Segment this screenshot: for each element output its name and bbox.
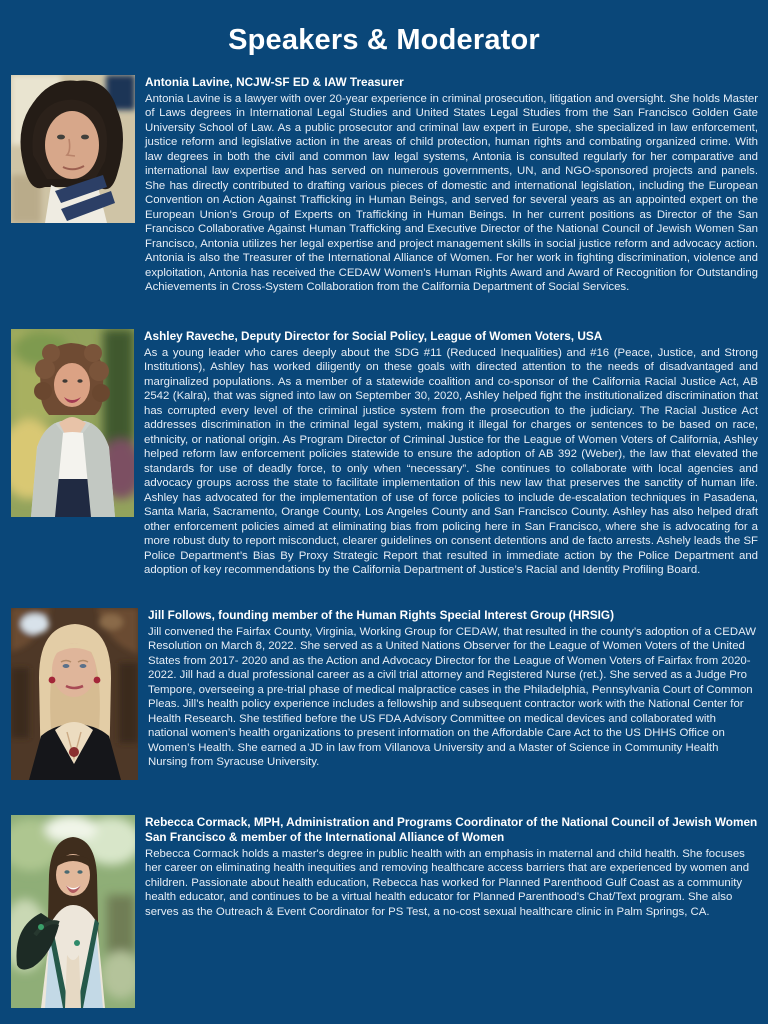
photo-jill-follows (11, 608, 138, 780)
photo-rebecca-cormack (11, 815, 135, 1008)
speaker-heading: Antonia Lavine, NCJW-SF ED & IAW Treasurer (145, 75, 404, 89)
speaker-heading: Jill Follows, founding member of the Human Rights Special Interest Group (HRSIG) (148, 608, 615, 622)
speaker-text-ashley-raveche (144, 329, 758, 578)
speaker-section-ashley-raveche (11, 329, 758, 578)
photo-antonia-lavine (11, 75, 135, 223)
speaker-bio: Antonia Lavine is a lawyer with over 20-year experience in criminal prosecution, litigation and oversight. She holds Master of Laws degrees in International Legal Studies and United States Legal Studies from the San Francisco Golden Gate University School of Law. As a public prosecutor and criminal law expert in Europe, she specialized in law enforcement, justice reform and legislative action in the areas of child protection, human rights and combating organized crime. With law degrees in both the civil and common law legal systems, Antonia is consulted regularly for her comparative and international law expertise and has served on numerous governments, UN, and NGO-sponsored projects and panels. She has directly contributed to drafting various pieces of domestic and international legislation, including the European Convention on Action Against Trafficking in Human Beings, and served for several years as an appointed expert on the European Union’s Group of Experts on Trafficking in Human Beings. In her current positions as Director of the San Francisco Collaborative Against Human Trafficking and Executive Director of the National Council of Jewish Women San Francisco, Antonia utilizes her legal expertise and project management skills in social justice reform and advocacy action. Antonia is also the Treasurer of the International Alliance of Women. For her work in fighting discrimination, violence and exploitation, Antonia has received the CEDAW Women’s Human Rights Award and Award of Recognition for Outstanding Achievements in Cross-System Collaboration from the California Department of Social Services. (145, 92, 758, 294)
page-title: Speakers & Moderator (228, 24, 540, 56)
speaker-section-antonia-lavine (11, 75, 758, 295)
photo-ashley-raveche (11, 329, 134, 517)
speaker-text-antonia-lavine (145, 75, 758, 295)
speaker-bio: Jill convened the Fairfax County, Virginia, Working Group for CEDAW, that resulted in the county’s adoption of a CEDAW Resolution on March 8, 2022. She served as a United Nations Observer for the League of Women Voters of the United States from 2017- 2020 and as the Action and Advocacy Director for the League of Women Voters of Fairfax from 2020-2022. Jill had a dual professional career as a civil trial attorney and Registered Nurse (ret.). She served as a Judge Pro Tempore, overseeing a pre-trial phase of medical malpractice cases in the Philadelphia, Pennsylvania Court of Common Pleas. Jill’s health policy experience includes a fellowship and subsequent contractor work with the National Center for Health Research. She testified before the US FDA Advisory Committee on medical devices and collaborated with national women’s health organizations to present information on the Affordable Care Act to the US DHHS Office on Women’s Health. She earned a JD in law from Villanova University and a Master of Science in Community Health Nursing from Syracuse University. (148, 625, 757, 769)
speaker-heading: Rebecca Cormack, MPH, Administration and Programs Coordinator of the National Council of Jewish Women San Francisco & member of the International Alliance of Women (145, 815, 758, 844)
speaker-text-jill-follows (148, 608, 758, 770)
speaker-heading: Ashley Raveche, Deputy Director for Social Policy, League of Women Voters, USA (144, 329, 603, 343)
speaker-section-jill-follows (11, 608, 758, 780)
speaker-bio: As a young leader who cares deeply about the SDG #11 (Reduced Inequalities) and #16 (Peace, Justice, and Strong Institutions), Ashley has worked diligently on these goals with directed attention to the needs of disadvantaged and marginalized populations. As a member of a statewide coalition and co-sponsor of the California Racial Justice Act, AB 2542 (Kalra), that was signed into law on September 30, 2020, Ashley helped fight the institutionalized discrimination that has corrupted every level of the criminal justice system from the prosecution to the judiciary. The Racial Justice Act addresses discrimination in the criminal legal system, making it illegal for charges or sentences to be based on race, ethnicity, or national origin. As Program Director of Criminal Justice for the League of Women Voters of California, Ashley helped reform law enforcement policies statewide to ensure the adoption of AB 392 (Weber), the law that elevated the standards for use of deadly force, to only when “necessary”. She continues to collaborate with local agencies and advocacy groups across the state to facilitate implementation of this new law that preserves the sanctity of human life. Ashley has advocated for the implementation of use of force policies to include de-escalation techniques in Pasadena, Santa Maria, Sacramento, Orange County, Los Angeles County and San Francisco County. Ashley has also helped draft other enforcement policies aimed at eliminating bias from policing here in San Francisco, where she is advocating for a more robust duty to report misconduct, clearer guidelines on consent detentions and de facto arrests. Ashely leads the SF Police Department’s Bias By Proxy Strategic Report that resulted in immediate action by the Police Department and adoption of key recommendations by the California Department of Justice’s Racial and Identity Profiling Board. (144, 346, 758, 577)
speaker-text-rebecca-cormack (145, 815, 758, 919)
speaker-bio: Rebecca Cormack holds a master's degree in public health with an emphasis in maternal and child health. She focuses her career on eliminating health inequities and removing healthcare access barriers that are experienced by women and children. Passionate about health education, Rebecca has worked for Planned Parenthood Gulf Coast as a community health educator, and continues to be a virtual health educator for Planned Parenthood's Chat/Text program. She also serves as the Outreach & Event Coordinator for PS Test, a no-cost sexual healthcare clinic in Palm Springs, CA. (145, 847, 750, 918)
speaker-section-rebecca-cormack (11, 815, 758, 1008)
